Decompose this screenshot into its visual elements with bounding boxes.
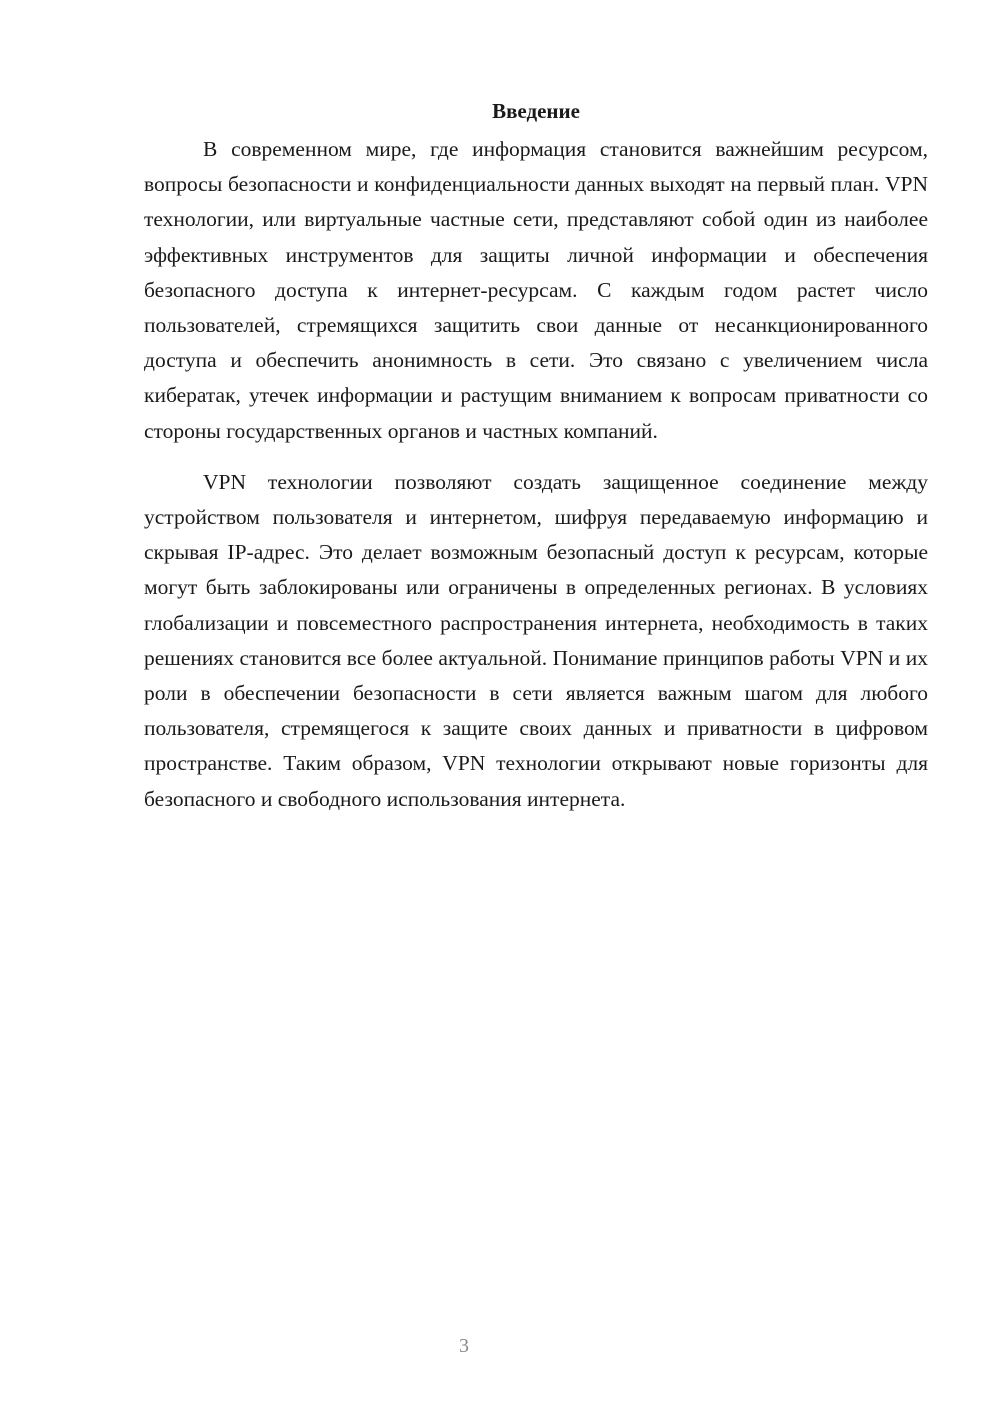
- paragraph-vpn: VPN технологии позволяют создать защищенное соединение между устройством пользователя и интернетом, шифруя передаваемую информацию и скрывая IP-адрес. Это делает возможным безопасный доступ к ресурсам, которые могут быть заблокированы или ограничены в определенных регионах. В условиях глобализации и повсеместного распространения интернета, необходимость в таких решениях становится все более актуальной. Понимание принципов работы VPN и их роли в обеспечении безопасности в сети является важным шагом для любого пользователя, стремящегося к защите своих данных и приватности в цифровом пространстве. Таким образом, VPN технологии открывают новые горизонты для безопасного и свободного использования интернета.: [144, 469, 928, 811]
- page-number: 3: [459, 1335, 469, 1357]
- section-heading: Введение: [492, 99, 580, 123]
- page-content: [144, 96, 928, 833]
- paragraph-intro: В современном мире, где информация становится важнейшим ресурсом, вопросы безопасности и конфиденциальности данных выходят на первый план. VPN технологии, или виртуальные частные сети, представляют собой один из наиболее эффективных инструментов для защиты личной информации и обеспечения безопасного доступа к интернет-ресурсам. С каждым годом растет число пользователей, стремящихся защитить свои данные от несанкционированного доступа и обеспечить анонимность в сети. Это связано с увеличением числа кибератак, утечек информации и растущим вниманием к вопросам приватности со стороны государственных органов и частных компаний.: [144, 137, 928, 443]
